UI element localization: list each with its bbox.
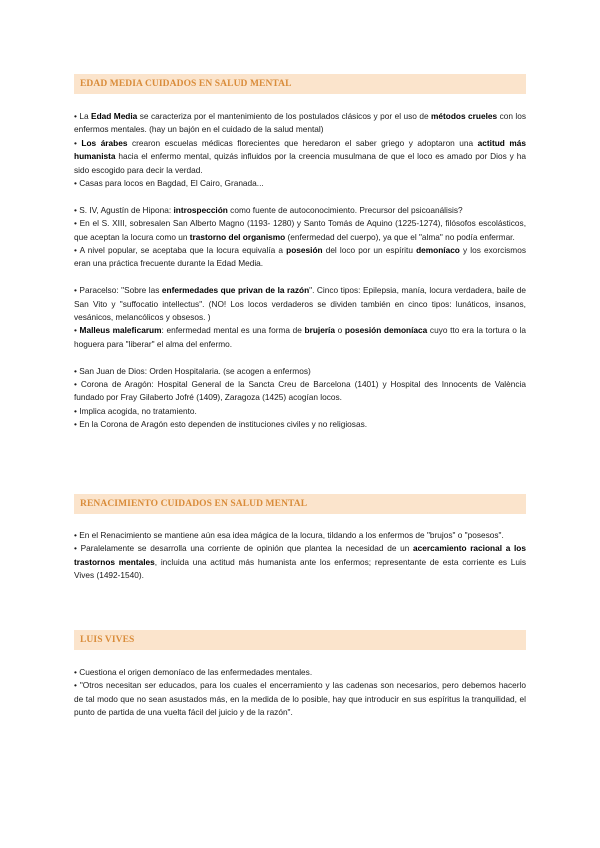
text-run: • En el Renacimiento se mantiene aún esa idea mágica de la locura, tildando a los enfermos de "brujos" o "posesos".	[74, 530, 504, 540]
bold-term: enfermedades que privan de la razón	[161, 285, 310, 296]
text-run: , incluida una actitud más humanista ante los enfermos; representante de esta corriente es Luis Vives (1492-1540).	[74, 556, 526, 581]
section-header-luis-vives: LUIS VIVES	[74, 630, 526, 650]
bullet-paragraph	[74, 110, 526, 137]
bullet-paragraph	[74, 204, 526, 217]
bold-term: posesión demoníaca	[344, 325, 428, 336]
bold-term: introspección	[173, 204, 228, 215]
text-run: (enfermedad del cuerpo), ya que el "alma" no podía enfermar.	[285, 231, 515, 242]
text-run: • San Juan de Dios: Orden Hospitalaria. (se acogen a enfermos)	[74, 365, 311, 376]
bullet-paragraph	[74, 365, 526, 378]
bold-term: Edad Media	[91, 111, 138, 121]
bold-term: métodos crueles	[431, 111, 498, 121]
paragraph-spacer	[74, 351, 526, 364]
bold-term: Los árabes	[81, 137, 128, 148]
paragraph-spacer	[74, 190, 526, 203]
text-run: del loco por un espíritu	[322, 245, 417, 256]
text-run: como fuente de autoconocimiento. Precursor del psicoanálisis?	[227, 204, 463, 215]
text-run: • En la Corona de Aragón esto dependen de instituciones civiles y no religiosas.	[74, 419, 368, 430]
bullet-paragraph	[74, 284, 526, 324]
bullet-paragraph	[74, 137, 526, 177]
bold-term: Malleus maleficarum	[79, 325, 162, 336]
text-run: y los exorcismos eran una práctica frecuente durante la Edad Media.	[74, 245, 526, 269]
text-run: • La	[74, 111, 92, 121]
text-run: •	[74, 325, 80, 336]
section-header-renacimiento: RENACIMIENTO CUIDADOS EN SALUD MENTAL	[74, 494, 526, 514]
text-run: • Paracelso: "Sobre las	[74, 285, 162, 296]
text-run: • Paralelamente se desarrolla una corriente de opinión que plantea la necesidad de un	[74, 543, 414, 554]
text-run: • Corona de Aragón: Hospital General de la Sancta Creu de Barcelona (1401) y Hospital des Innocents de València fundado por Fray Gilaberto Jofré (1409), Zaragoza (1425) acogían locos.	[74, 379, 526, 403]
text-run: crearon escuelas médicas florecientes que heredaron el saber griego y adoptaron una	[127, 137, 478, 148]
text-run: ". Cinco tipos: Epilepsia, manía, locura verdadera, baile de San Vito y "suffocatio intellectus". (NO! Los locos verdaderos se dividen también en cinco tipos: lunáticos, insanos, vesánicos, melancólicos y obsesos. )	[74, 285, 526, 323]
bullet-paragraph	[74, 217, 526, 244]
bold-term: posesión	[286, 245, 323, 256]
text-run: o	[334, 325, 345, 336]
text-run: • Casas para locos en Bagdad, El Cairo, Granada...	[74, 178, 264, 189]
bold-term: actitud más humanista	[74, 137, 526, 162]
text-run: • Cuestiona el origen demoníaco de las enfermedades mentales.	[74, 667, 313, 677]
text-run: • S. IV, Agustín de Hipona:	[74, 204, 174, 215]
text-run: •	[74, 137, 82, 148]
bullet-paragraph	[74, 244, 526, 271]
text-run: hacia el enfermo mental, quizás influidos por la creencia musulmana de que el loco es amado por Dios y ha sido escogido para decir la verdad.	[74, 151, 526, 175]
text-run: • Implica acogida, no tratamiento.	[74, 405, 197, 416]
bullet-paragraph	[74, 177, 526, 190]
text-run: • En el S. XIII, sobresalen San Alberto Magno (1193- 1280) y Santo Tomás de Aquino (1225-1274), filósofos escolásticos, que aceptan la locura como un	[74, 218, 526, 242]
bullet-paragraph	[74, 679, 526, 719]
bullet-paragraph	[74, 542, 526, 582]
bullet-paragraph	[74, 324, 526, 351]
bullet-paragraph	[74, 418, 526, 431]
text-run: cuyo tto era la tortura o la hoguera para "liberar" el alma del enfermo.	[74, 325, 527, 349]
text-run: se caracteriza por el mantenimiento de los postulados clásicos y por el uso de	[137, 111, 432, 121]
text-run: con los enfermos mentales. (hay un bajón en el cuidado de la salud mental)	[74, 111, 527, 135]
bold-term: demoníaco	[416, 245, 460, 256]
bullet-paragraph	[74, 666, 526, 679]
text-run: • A nivel popular, se aceptaba que la locura equivalía a	[74, 245, 287, 256]
section-body-renacimiento	[74, 529, 526, 583]
bullet-paragraph	[74, 378, 526, 405]
bold-term: trastorno del organismo	[189, 231, 286, 242]
section-body-edad-media	[74, 110, 526, 432]
bullet-paragraph	[74, 529, 526, 542]
text-run: • "Otros necesitan ser educados, para los cuales el encerramiento y las cadenas son necesarios, pero debemos hacerlo de tal modo que no sean asustados más, en la medida de lo posible, hay que introducir en sus espíritus la tranquilidad, el punto de partida de una vuelta fácil del juicio y de la razón".	[74, 680, 526, 718]
bold-term: brujería	[304, 325, 335, 336]
section-body-luis-vives	[74, 666, 526, 720]
bold-term: acercamiento racional a los trastornos mentales	[74, 543, 526, 567]
section-header-edad-media: EDAD MEDIA CUIDADOS EN SALUD MENTAL	[74, 74, 526, 94]
text-run: : enfermedad mental es una forma de	[161, 325, 305, 336]
paragraph-spacer	[74, 271, 526, 284]
bullet-paragraph	[74, 405, 526, 418]
